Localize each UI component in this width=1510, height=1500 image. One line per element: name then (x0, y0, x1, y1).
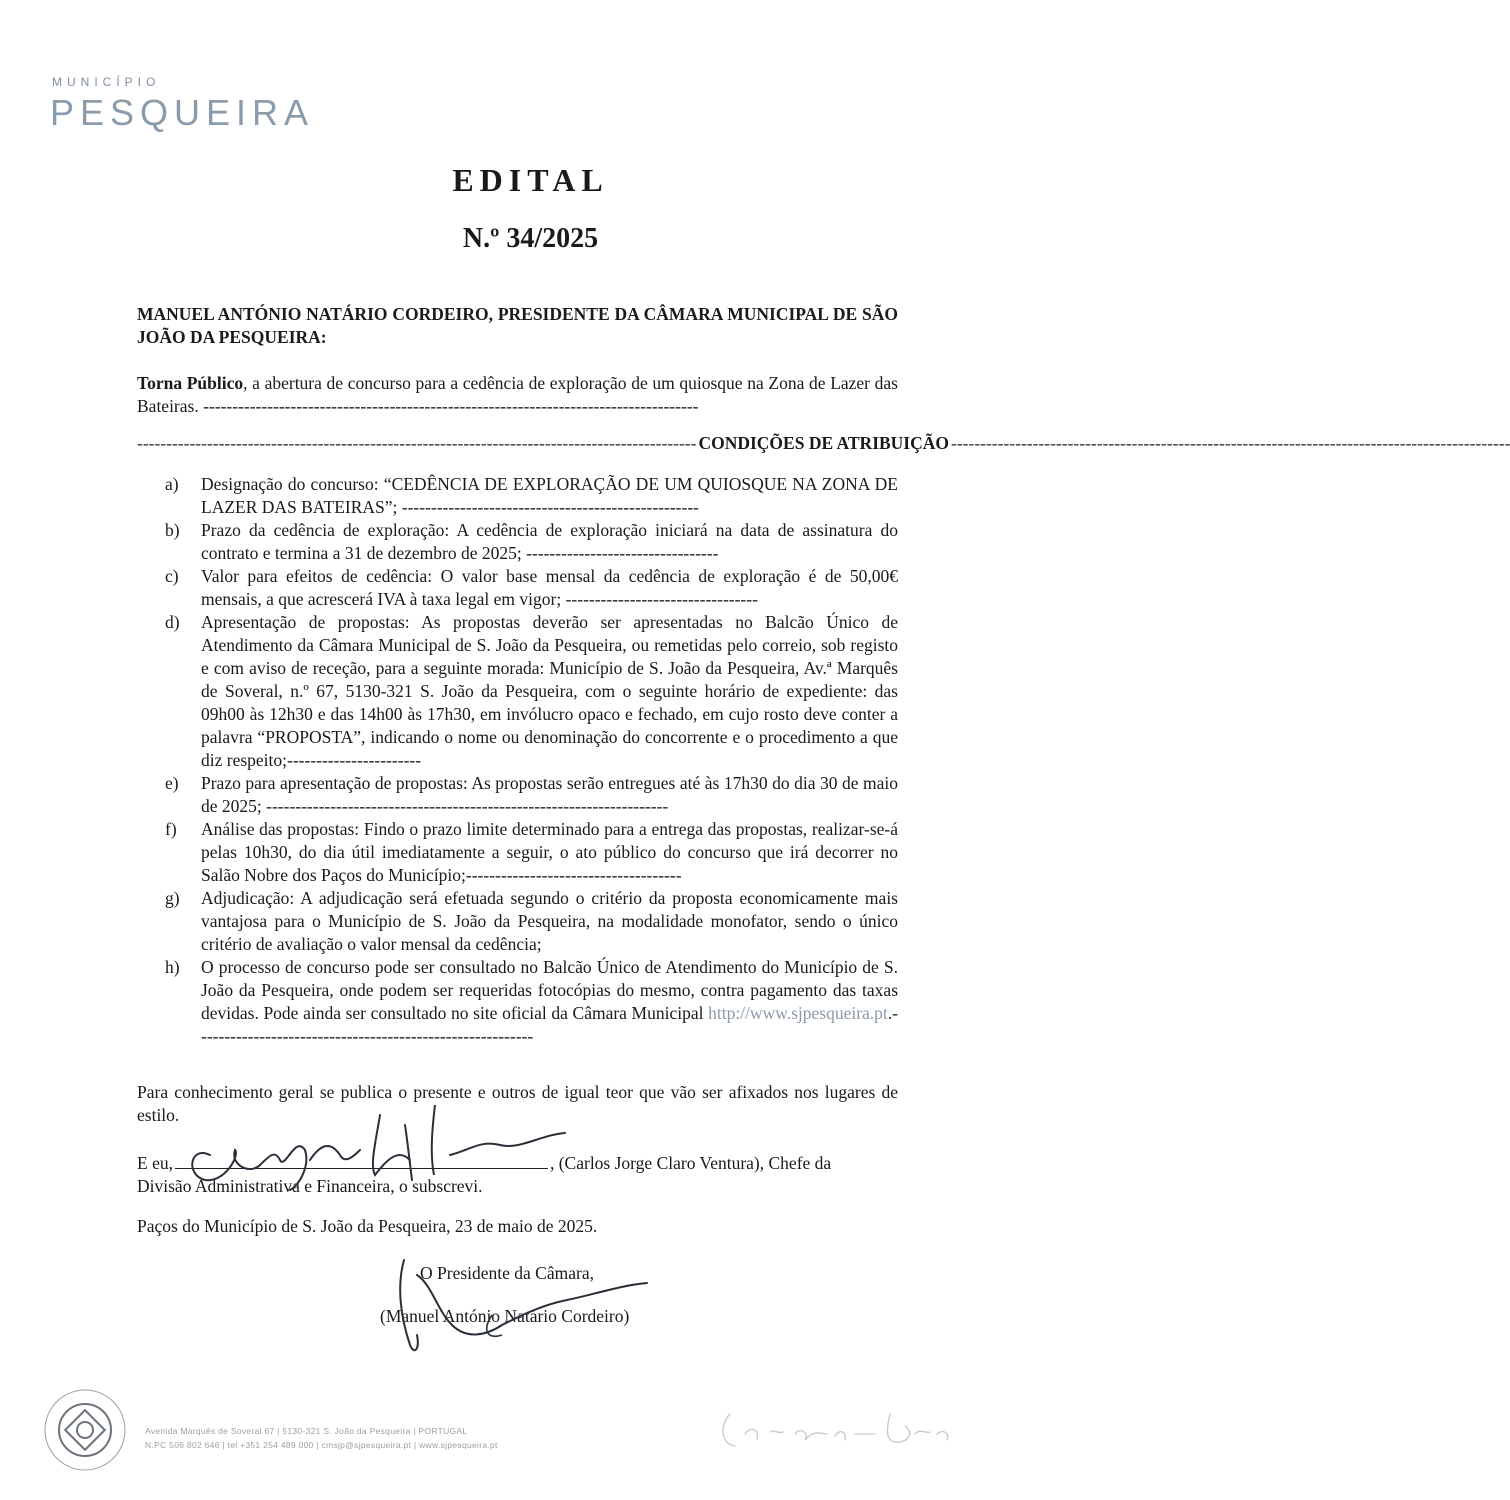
condition-marker: b) (165, 520, 180, 540)
document-number: N.º 34/2025 (462, 223, 599, 254)
condition-marker: d) (165, 612, 180, 632)
condition-text-after: .---------------------------------------------------------- (201, 1003, 898, 1046)
conditions-list (165, 473, 898, 1048)
torna-publico-paragraph (137, 372, 898, 418)
condition-item (165, 818, 898, 887)
torna-publico-bold: Torna Público (137, 373, 244, 393)
condition-text: Análise das propostas: Findo o prazo limite determinado para a entrega das propostas, realizar-se-á pelas 10h30, do dia útil imediatamente a seguir, o ato público do concurso que irá decorrer no Salão Nobre dos Paços do Município;------------------------------------- (201, 819, 898, 885)
condition-text: Valor para efeitos de cedência: O valor base mensal da cedência de exploração é de 50,00€ mensais, a que acrescerá IVA à taxa legal em vigor; --------------------------------- (201, 566, 898, 609)
signature-carlos-ventura (180, 1095, 580, 1195)
torna-publico-text: , a abertura de concurso para a cedência de exploração de um quiosque na Zona de Lazer das Bateiras. ------------------------------------------------------------------------------------- (137, 373, 898, 416)
conditions-heading-label: CONDIÇÕES DE ATRIBUIÇÃO (698, 433, 950, 453)
condition-marker: h) (165, 957, 180, 977)
condition-item (165, 473, 898, 519)
site-link[interactable]: http://www.sjpesqueira.pt (708, 1003, 888, 1023)
document-title: EDITAL (452, 162, 609, 198)
condition-marker: c) (165, 566, 179, 586)
eu-line2: Divisão Administrativa e Financeira, o subscrevi. (137, 1176, 483, 1196)
dash-fill-left: ------------------------------------------------------------------------------------------------ (137, 433, 697, 453)
dash-fill-right: ------------------------------------------------------------------------------------------------ (951, 433, 1510, 453)
conditions-heading (137, 432, 1510, 455)
signature-president (392, 1255, 652, 1375)
condition-marker: f) (165, 819, 177, 839)
footer-line1: Avenida Marquês de Soveral 67 | 5130-321 S. João da Pesqueira | PORTUGAL (145, 1426, 468, 1436)
condition-item (165, 956, 898, 1048)
world-heritage-seal-icon (40, 1385, 130, 1475)
condition-text: Prazo da cedência de exploração: A cedência de exploração iniciará na data de assinatura do contrato e termina a 31 de dezembro de 2025; --------------------------------- (201, 520, 898, 563)
condition-item (165, 611, 898, 772)
condition-marker: g) (165, 888, 180, 908)
intro-president: MANUEL ANTÓNIO NATÁRIO CORDEIRO, PRESIDENTE DA CÂMARA MUNICIPAL DE SÃO JOÃO DA PESQUEIRA: (137, 304, 898, 347)
closing-paragraph: Para conhecimento geral se publica o presente e outros de igual teor que vão ser afixados nos lugares de estilo. (137, 1082, 898, 1125)
condition-item (165, 565, 898, 611)
president-title: O Presidente da Câmara, (420, 1263, 594, 1283)
condition-text: Prazo para apresentação de propostas: As propostas serão entregues até às 17h30 do dia 30 de maio de 2025; --------------------------------------------------------------------- (201, 773, 898, 816)
condition-marker: a) (165, 474, 179, 494)
condition-item (165, 772, 898, 818)
eu-suffix: , (Carlos Jorge Claro Ventura), Chefe da (549, 1153, 832, 1173)
condition-text: Apresentação de propostas: As propostas deverão ser apresentadas no Balcão Único de Atendimento da Câmara Municipal de S. João da Pesqueira, ou remetidas pelo correio, sob registo e com aviso de receção, para a seguinte morada: Município de S. João da Pesqueira, Av.ª Marquês de Soveral, n.º 67, 5130-321 S. João da Pesqueira, com o seguinte horário de expediente: das 09h00 às 12h30 e das 14h00 às 17h30, em invólucro opaco e fechado, em cujo rosto deve conter a palavra “PROPOSTA”, indicando o nome ou denominação do concorrente e o procedimento a que diz respeito;----------------------- (201, 612, 898, 770)
place-date: Paços do Município de S. João da Pesqueira, 23 de maio de 2025. (137, 1216, 598, 1236)
president-name: (Manuel António Natário Cordeiro) (380, 1306, 630, 1326)
logo-municipio-label: MUNICÍPIO (52, 75, 161, 89)
condition-marker: e) (165, 773, 179, 793)
eu-prefix: E eu, (137, 1153, 173, 1173)
footer-address (145, 1424, 498, 1452)
coracao-do-douro-stamp (715, 1404, 955, 1454)
footer-line2: N.PC 506 802 646 | tel +351 254 489 000 | cmsjp@sjpesqueira.pt | www.sjpesqueira.pt (145, 1440, 498, 1450)
condition-item (165, 519, 898, 565)
logo-wordmark: PESQUEIRA (50, 92, 315, 133)
condition-text: O processo de concurso pode ser consultado no Balcão Único de Atendimento do Município de S. João da Pesqueira, onde podem ser requeridas fotocópias do mesmo, contra pagamento das taxas devidas. Pode ainda ser consultado no site oficial da Câmara Municipal (201, 957, 898, 1023)
condition-text: Designação do concurso: “CEDÊNCIA DE EXPLORAÇÃO DE UM QUIOSQUE NA ZONA DE LAZER DAS BATEIRAS”; --------------------------------------------------- (201, 474, 898, 517)
condition-item (165, 887, 898, 956)
condition-text: Adjudicação: A adjudicação será efetuada segundo o critério da proposta economicamente mais vantajosa para o Município de S. João da Pesqueira, na modalidade monofator, sendo o único critério de avaliação o valor mensal da cedência; (201, 888, 898, 954)
